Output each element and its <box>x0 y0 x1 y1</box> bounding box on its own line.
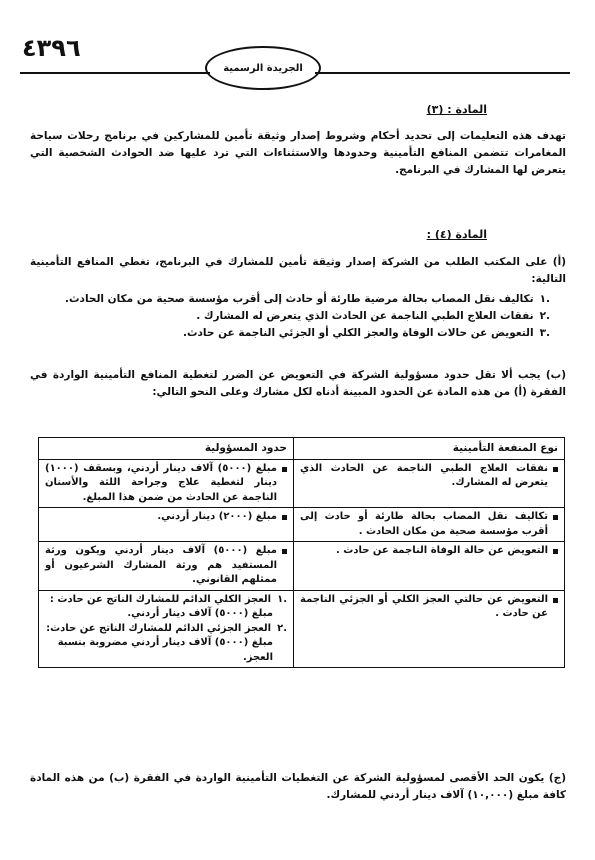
bullet-icon <box>282 515 287 520</box>
item-number: .١ <box>539 293 550 305</box>
limit-text: مبلغ (٢٠٠٠) دينار أردني. <box>157 511 277 522</box>
limit-cell <box>39 590 294 668</box>
table-row <box>39 542 565 591</box>
list-item <box>30 291 550 308</box>
table-row <box>39 508 565 542</box>
benefit-cell <box>294 590 565 668</box>
article-3-heading: المادة : (٣) <box>426 103 487 116</box>
item-title: العجز الكلي الدائم للمشارك الناتج عن حادث : <box>49 593 272 605</box>
article-4-para-a: (أ) على المكتب الطلب من الشركة إصدار وثيقة تأمين للمشارك في البرنامج، تغطي المنافع التأمينية التالية: <box>30 256 566 285</box>
table-header-row <box>39 438 565 460</box>
item-text: تكاليف نقل المصاب بحالة مرضية طارئة أو حادث إلى أقرب مؤسسة صحية من مكان الحادث. <box>65 293 534 305</box>
article-4-heading: المادة (٤) : <box>426 228 487 241</box>
item-text: نفقات العلاج الطبي الناجمة عن الحادث الذي يتعرض له المشارك . <box>196 310 534 322</box>
bullet-icon <box>553 598 558 603</box>
benefit-text: نفقات العلاج الطبي الناجمة عن الحادث الذي يتعرض له المشارك. <box>300 462 548 488</box>
article-4-para-b: (ب) يجب ألا تقل حدود مسؤولية الشركة في التعويض عن الضرر لتغطية المنافع التأمينية الواردة في الفقرة (أ) من هذه المادة عن الحدود المبينة أدناه لكل مشارك وعلى النحو التالي: <box>30 369 566 398</box>
limit-cell <box>39 459 294 508</box>
item-number: .٢ <box>539 310 550 322</box>
gazette-name-badge <box>205 46 321 90</box>
item-number: .٢ <box>277 622 287 634</box>
limit-text: مبلغ (٥٠٠٠) آلاف دينار أردني، وبسقف (١٠٠٠) دينار لتغطية علاج وجراحة اللثة والأسنان الناجمة عن الحادث من ضمن هذا المبلغ. <box>45 462 277 503</box>
benefit-text: التعويض عن حالة الوفاة الناجمة عن حادث . <box>336 545 548 556</box>
benefit-text: التعويض عن حالتي العجز الكلي أو الجزئي الناجمة عن حادث . <box>300 593 548 619</box>
bullet-icon <box>282 467 287 472</box>
bullet-icon <box>553 515 558 520</box>
list-item <box>30 325 550 342</box>
benefit-cell <box>294 542 565 591</box>
item-title: العجز الجزئي الدائم للمشارك الناتج عن حادث: <box>46 622 272 634</box>
list-item <box>45 622 287 637</box>
limit-text: مبلغ (٥٠٠٠) آلاف دينار أردني ويكون ورثة المستفيد هم ورثة المشارك الشرعيون أو ممثلهم القانوني. <box>45 545 277 585</box>
item-detail: مبلغ (٥٠٠٠) آلاف دينار أردني مضروبة بنسبة العجز. <box>57 637 273 663</box>
page-number: ٤٣٩٦ <box>22 34 81 62</box>
limit-column-header: حدود المسؤولية <box>39 438 294 460</box>
item-number: .٣ <box>539 327 550 339</box>
bullet-icon <box>553 549 558 554</box>
table-row <box>39 459 565 508</box>
article-3-text: تهدف هذه التعليمات إلى تحديد أحكام وشروط إصدار وثيقة تأمين للمشاركين في برنامج رحلات سياحة المغامرات تتضمن المنافع التأمينية وحدودها والاستثناءات التي ترد عليها ضد الحوادث الشخصية التي يتعرض لها المشارك في البرنامج. <box>30 130 566 176</box>
limit-cell <box>39 508 294 542</box>
bullet-icon <box>282 549 287 554</box>
benefit-cell <box>294 459 565 508</box>
benefit-text: تكاليف نقل المصاب بحالة طارئة أو حادث إلى أقرب مؤسسة صحية من مكان الحادث . <box>300 511 548 537</box>
article-4-items <box>30 291 550 342</box>
list-item <box>45 593 287 608</box>
benefit-column-header: نوع المنفعة التأمينية <box>294 438 565 460</box>
article-4-para-c: (ج) يكون الحد الأقصى لمسؤولية الشركة عن التغطيات التأمينية الواردة في الفقرة (ب) من هذه المادة كافة مبلغ (١٠,٠٠٠) آلاف دينار أردني للمشارك. <box>30 772 566 801</box>
table-row <box>39 590 565 668</box>
item-text: التعويض عن حالات الوفاة والعجز الكلي أو الجزئي الناجمة عن حادث. <box>182 327 534 339</box>
item-detail: مبلغ (٥٠٠٠) آلاف دينار أردني. <box>127 608 273 619</box>
header-rule-right <box>315 72 570 74</box>
benefit-cell <box>294 508 565 542</box>
bullet-icon <box>553 467 558 472</box>
item-number: .١ <box>277 593 287 605</box>
coverage-table <box>38 437 565 668</box>
limit-cell <box>39 542 294 591</box>
header-rule-left <box>20 72 210 74</box>
list-item <box>30 308 550 325</box>
gazette-name: الجريدة الرسمية <box>223 62 303 74</box>
